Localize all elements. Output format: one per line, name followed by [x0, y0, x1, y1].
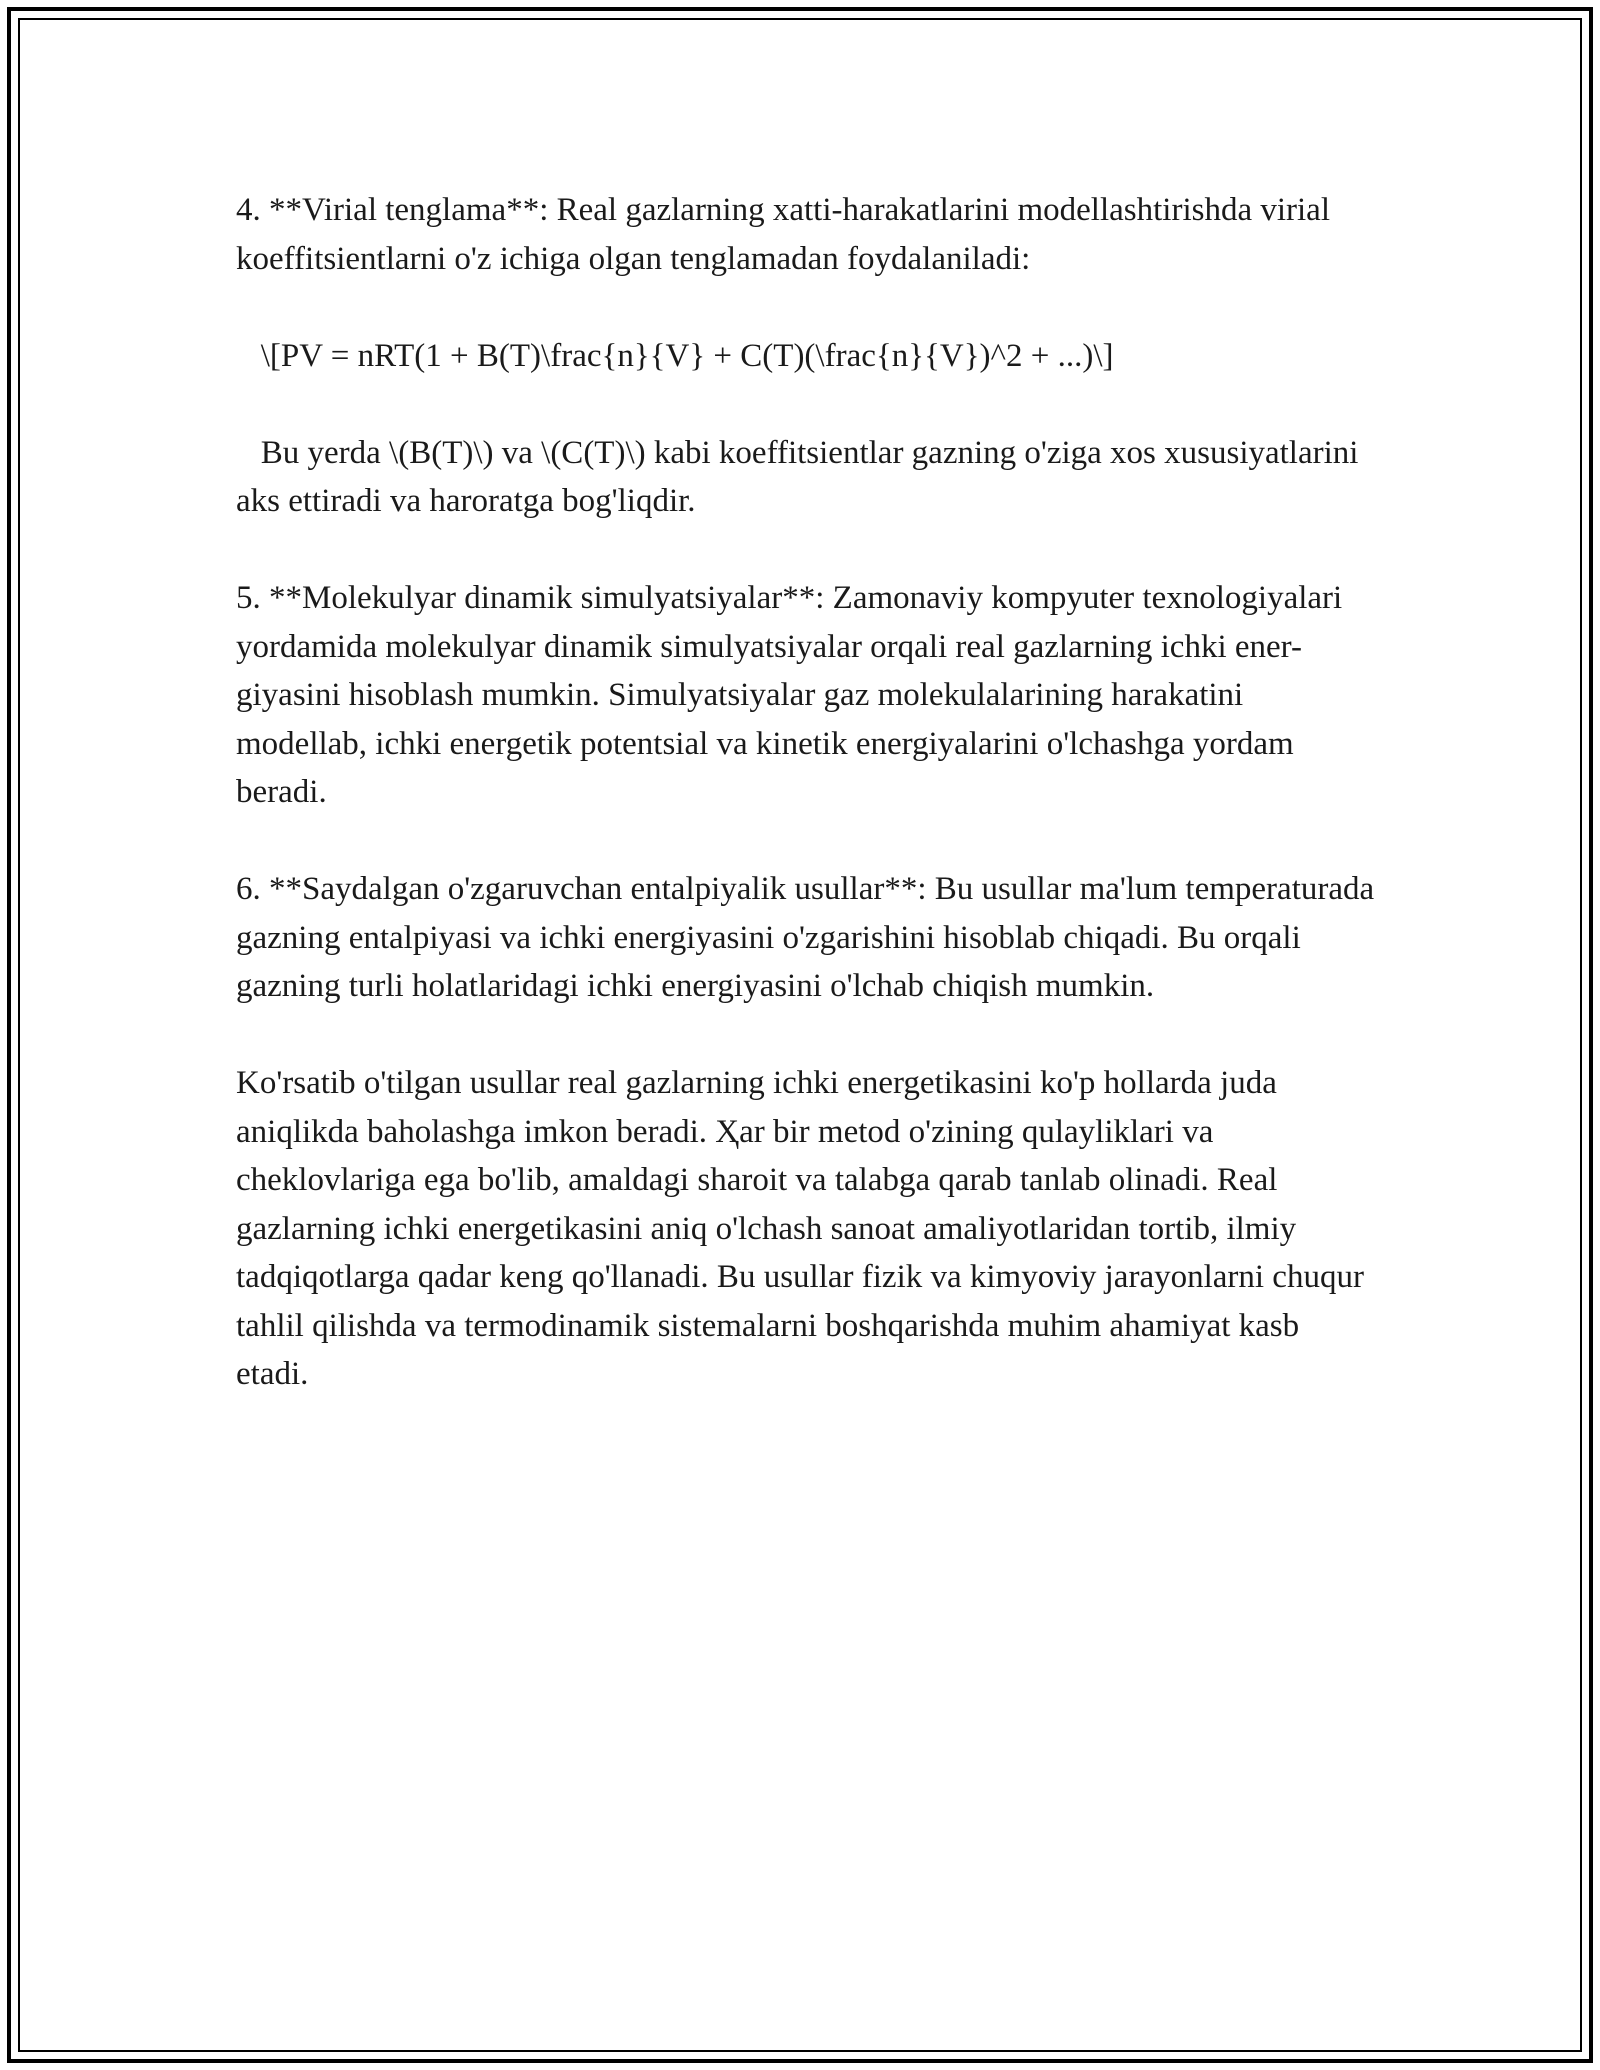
paragraph-conclusion: Ko'rsatib o'tilgan usullar real gazlarning ichki energetikasini ko'p hollarda juda aniqlikda baholashga imkon beradi. Ҳar bir metod o'zining qulayliklari va cheklovlariga ega bo'lib, amaldagi sharoit va talabga qarab tanlab olinadi. Real gazlarning ichki energetikasini aniq o'lchash sanoat amaliyotlaridan tortib, ilmiy tadqiqotlarga qadar keng qo'llanadi. Bu usullar fizik va kimyoviy jarayonlarni chuqur tahlil qilishda va termodinamik sistemalarni boshqarishda muhim ahamiyat kasb etadi. [236, 1065, 1373, 1392]
paragraph-coefficients-explanation: Bu yerda \(B(T)\) va \(C(T)\) kabi koeffitsientlar gazning o'ziga xos xususiyatlarini aks ettiradi va haroratga bog'liqdir. [236, 434, 1367, 519]
document-body [236, 186, 1383, 1447]
paragraph-enthalpy-methods: 6. **Saydalgan o'zgaruvchan entalpiyalik usullar**: Bu usullar ma'lum temperaturada gazning entalpiyasi va ichki energiyasini o'zgarishini hisoblab chiqadi. Bu orqali gazning turli holatlaridagi ichki energiyasini o'lchab chiqish mumkin. [236, 871, 1383, 1004]
paragraph-molecular-dynamics: 5. **Molekulyar dinamik simulyatsiyalar**: Zamonaviy kompyuter texnologiyalari yordamida molekulyar dinamik simulyatsiyalar orqali real gazlarning ichki ener-giyasini hisoblash mumkin. Simulyatsiyalar gaz molekulalarining harakatini modellab, ichki energetik potentsial va kinetik energiyalarini o'lchashga yordam beradi. [236, 580, 1351, 810]
paragraph-virial-equation: 4. **Virial tenglama**: Real gazlarning xatti-harakatlarini modellashtirishda virial koeffitsientlarni o'z ichiga olgan tenglamadan foydalaniladi: [236, 192, 1339, 277]
virial-formula: \[PV = nRT(1 + B(T)\frac{n}{V} + C(T)(\frac{n}{V})^2 + ...)\] [236, 337, 1114, 374]
